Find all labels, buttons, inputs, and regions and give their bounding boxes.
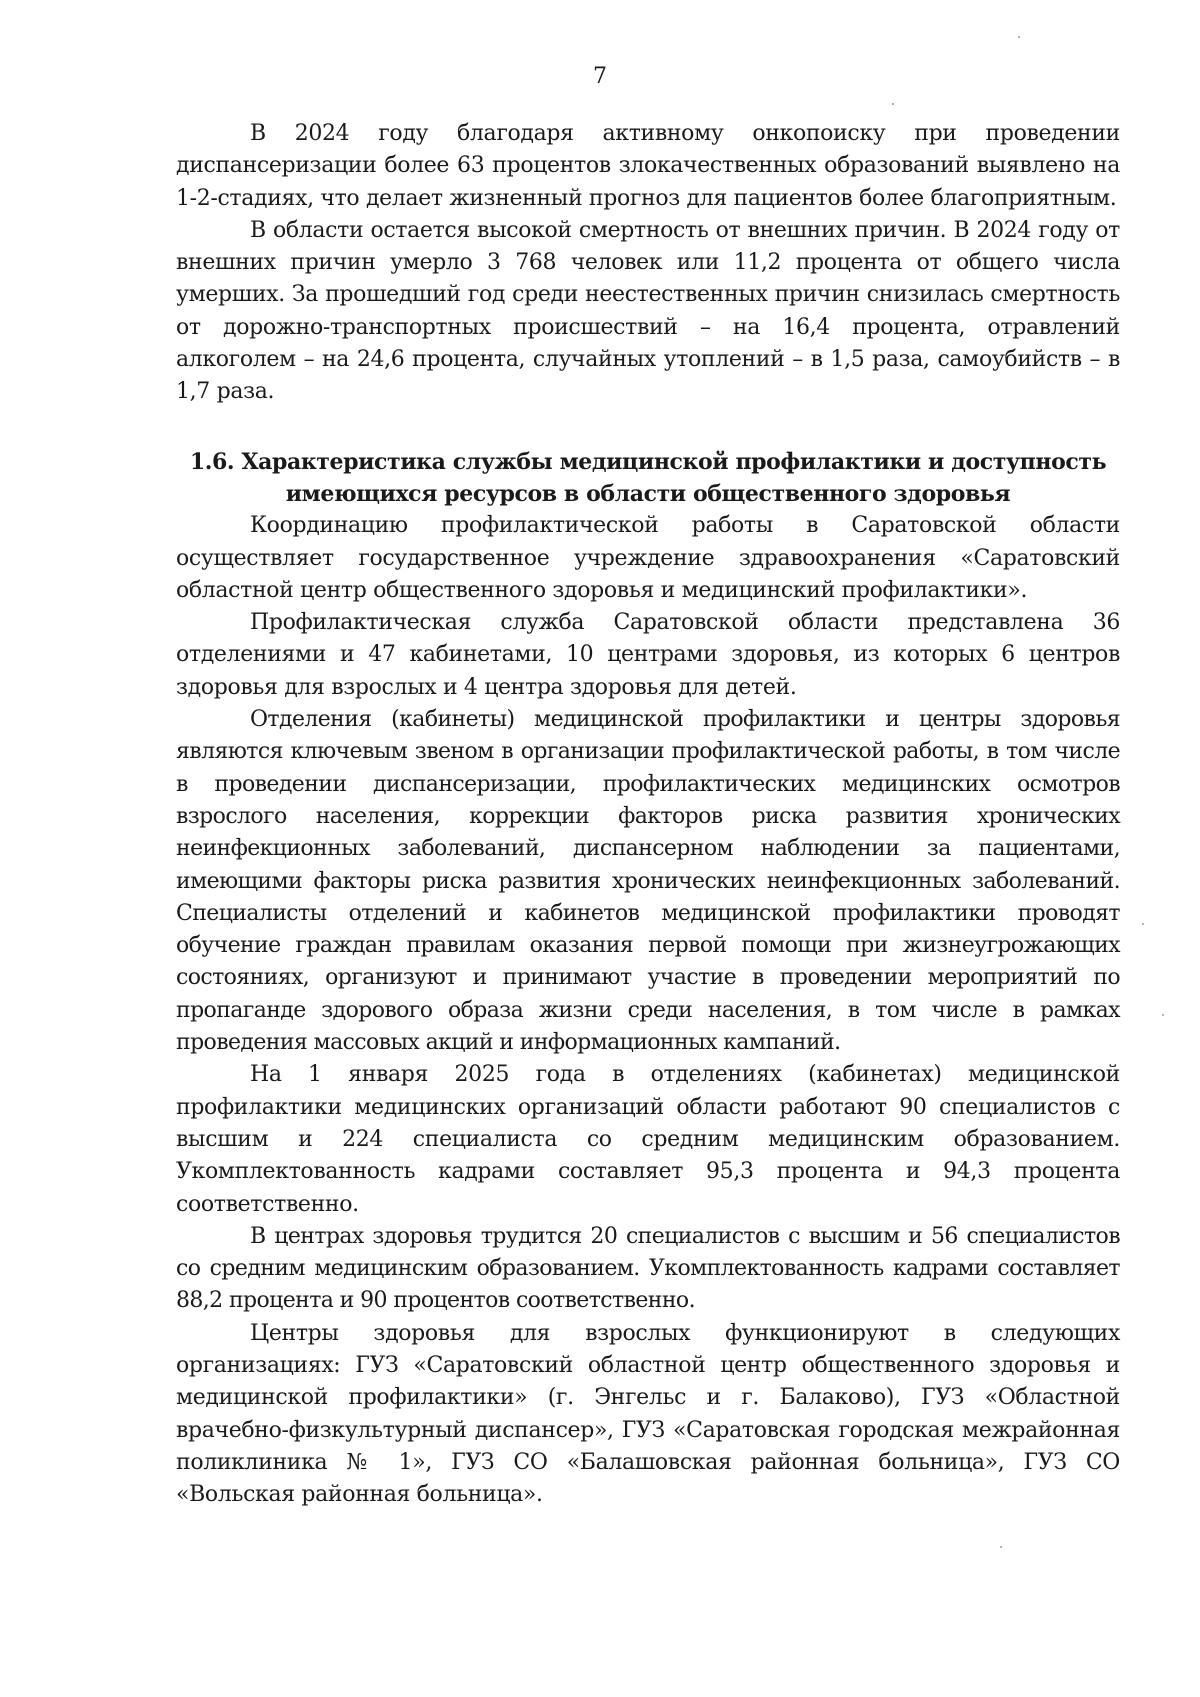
paragraph-oncology-screening: В 2024 году благодаря активному онкопоиску при проведении диспансеризации более 63 процентов злокачественных образований выявлено на 1-2-стадиях, что делает жизненный прогноз для пациентов более благоприятным. (176, 121, 1120, 211)
section-heading-line-2: имеющихся ресурсов в области общественного здоровья (285, 480, 1011, 507)
paragraph-service-structure: Профилактическая служба Саратовской области представлена 36 отделениями и 47 кабинетами, 10 центрами здоровья, из которых 6 центров здоровья для взрослых и 4 центра здоровья для детей. (176, 610, 1120, 700)
page-number: 7 (593, 64, 607, 89)
paragraph-staffing-departments: На 1 января 2025 года в отделениях (кабинетах) медицинской профилактики медицинских организаций области работают 90 специалистов с высшим и 224 специалиста со средним медицинским образованием. Укомплектованность кадрами составляет 95,3 процента и 94,3 процента соответственно. (176, 1062, 1120, 1217)
paragraph-staffing-health-centers: В центрах здоровья трудится 20 специалистов с высшим и 56 специалистов со средним медицинским образованием. Укомплектованность кадрами составляет 88,2 процента и 90 процентов соответственно. (176, 1223, 1120, 1314)
section-spacer (176, 409, 1120, 446)
scan-speck (1018, 36, 1020, 38)
paragraph-coordination: Координацию профилактической работы в Саратовской области осуществляет государственное учреждение здравоохранения «Саратовский областной центр общественного здоровья и медицинский профилактики». (176, 513, 1120, 603)
paragraph-departments-role: Отделения (кабинеты) медицинской профилактики и центры здоровья являются ключевым звеном в организации профилактической работы, в том числе в проведении диспансеризации, профилактических медицинских осмотров взрослого населения, коррекции факторов риска развития хронических неинфекционных заболеваний, диспансерном наблюдении за пациентами, имеющими факторы риска развития хронических неинфекционных заболеваний. Специалисты отделений и кабинетов медицинской профилактики проводят обучение граждан правилам оказания первой помощи при жизнеугрожающих состояниях, организуют и принимают участие в проведении мероприятий по пропаганде здорового образа жизни среди населения, в том числе в рамках проведения массовых акций и информационных кампаний. (176, 707, 1120, 1056)
page-body (176, 118, 1120, 1511)
scan-speck (1162, 1014, 1164, 1016)
scan-speck (1142, 923, 1144, 925)
section-heading (176, 446, 1120, 511)
scan-speck (892, 103, 894, 105)
scan-speck (1000, 1546, 1002, 1548)
paragraph-external-causes-mortality: В области остается высокой смертность от внешних причин. В 2024 году от внешних причин умерло 3 768 человек или 11,2 процента от общего числа умерших. За прошедший год среди неестественных причин снизилась смертность от дорожно-транспортных происшествий – на 16,4 процента, отравлений алкоголем – на 24,6 процента, случайных утоплений – в 1,5 раза, самоубийств – в 1,7 раза. (176, 217, 1120, 405)
paragraph-adult-health-centers: Центры здоровья для взрослых функционируют в следующих организациях: ГУЗ «Саратовский областной центр общественного здоровья и медицинской профилактики» (г. Энгельс и г. Балаково), ГУЗ «Областной врачебно-физкультурный диспансер», ГУЗ «Саратовская городская межрайонная поликлиника № 1», ГУЗ СО «Балашовская районная больница», ГУЗ СО «Вольская районная больница». (176, 1320, 1120, 1508)
section-heading-line-1: 1.6. Характеристика службы медицинской профилактики и доступность (189, 448, 1107, 475)
